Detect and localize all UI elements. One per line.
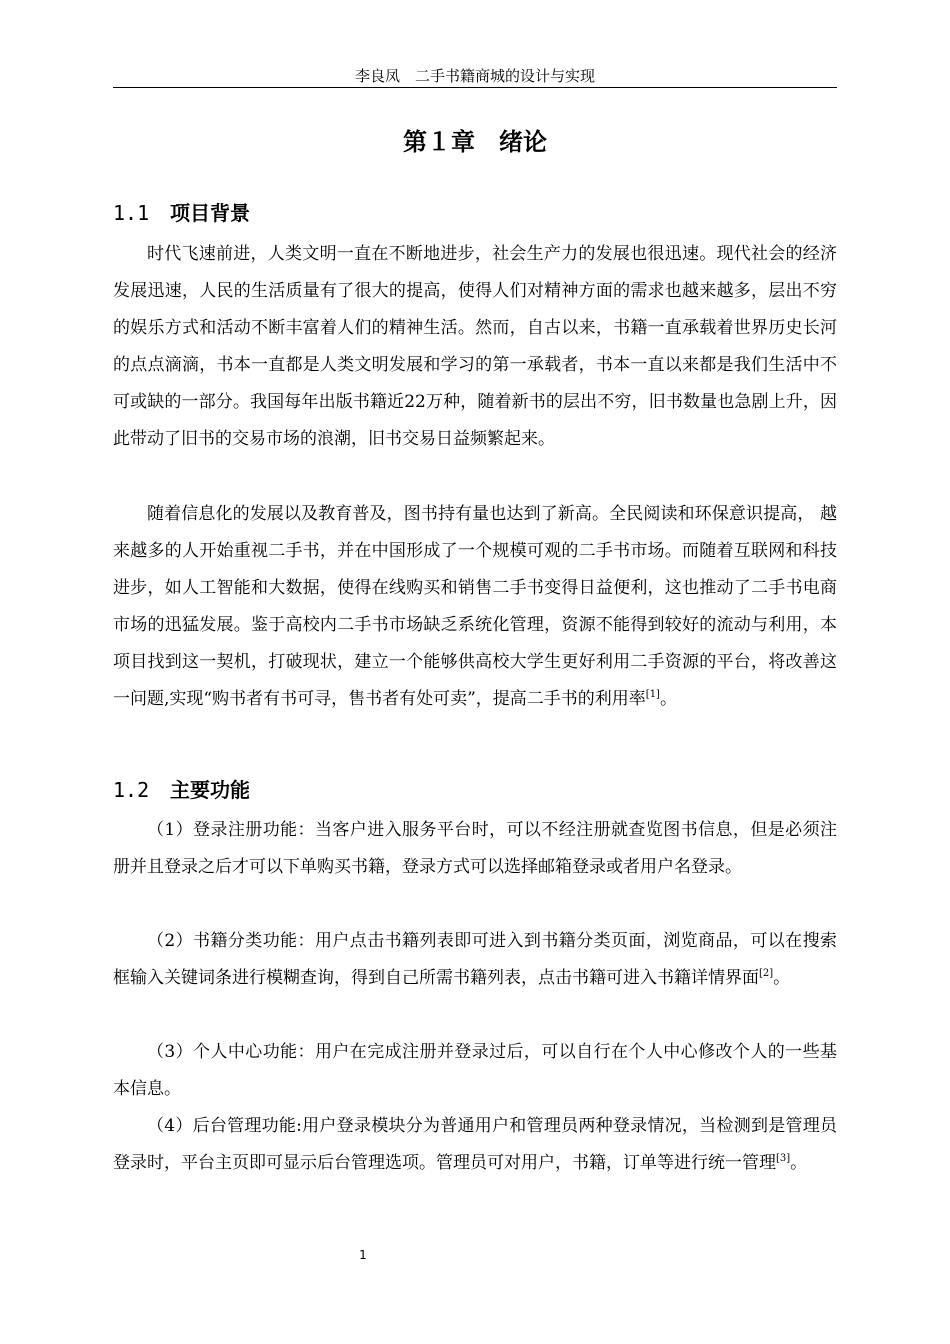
- paragraph-function-category: （2）书籍分类功能：用户点击书籍列表即可进入到书籍分类页面，浏览商品，可以在搜索框输入关键词条进行模糊查询，得到自己所需书籍列表，点击书籍可进入书籍详情界面[2]。: [113, 931, 837, 988]
- paragraph-function-profile: （3）个人中心功能：用户在完成注册并登录过后，可以自行在个人中心修改个人的一些基本信息。: [113, 1042, 837, 1099]
- section-heading-1-2: [113, 775, 250, 805]
- section-heading-1-1: [113, 198, 250, 228]
- running-header: 李良凤 二手书籍商城的设计与实现: [354, 67, 595, 85]
- section-title: 项目背景: [170, 201, 250, 225]
- citation: [1]: [645, 689, 660, 700]
- paragraph-background-2: 随着信息化的发展以及教育普及，图书持有量也达到了新高。全民阅读和环保意识提高， 越来越多的人开始重视二手书，并在中国形成了一个规模可观的二手书市场。而随着互联网和科技进步，如人工智能和大数据，使得在线购买和销售二手书变得日益便利，这也推动了二手书电商市场的迅猛发展。鉴于高校内二手书市场缺乏系统化管理，资源不能得到较好的流动与利用，本项目找到这一契机，打破现状，建立一个能够供高校大学生更好利用二手资源的平台，将改善这一问题,实现“购书者有书可寻，售书者有处可卖”，提高二手书的利用率[1]。: [113, 504, 837, 709]
- paragraph-background-1: 时代飞速前进，人类文明一直在不断地进步，社会生产力的发展也很迅速。现代社会的经济发展迅速，人民的生活质量有了很大的提高，使得人们对精神方面的需求也越来越多，层出不穷的娱乐方式和活动不断丰富着人们的精神生活。然而，自古以来，书籍一直承载着世界历史长河的点点滴滴，书本一直都是人类文明发展和学习的第一承载者，书本一直以来都是我们生活中不可或缺的一部分。我国每年出版书籍近22万种，随着新书的层出不穷，旧书数量也急剧上升，因此带动了旧书的交易市场的浪潮，旧书交易日益频繁起来。: [113, 244, 837, 449]
- page-number: 1: [359, 1248, 367, 1262]
- chapter-title: 第１章 绪论: [403, 128, 547, 156]
- section-number: 1.1: [113, 201, 150, 225]
- paragraph-function-login: （1）登录注册功能：当客户进入服务平台时，可以不经注册就查览图书信息，但是必须注册并且登录之后才可以下单购买书籍，登录方式可以选择邮箱登录或者用户名登录。: [113, 820, 837, 877]
- citation: [2]: [759, 968, 774, 979]
- paragraph-function-admin: （4）后台管理功能:用户登录模块分为普通用户和管理员两种登录情况，当检测到是管理员登录时，平台主页即可显示后台管理选项。管理员可对用户，书籍，订单等进行统一管理[3]。: [113, 1116, 837, 1173]
- section-number: 1.2: [113, 778, 150, 802]
- citation: [3]: [776, 1153, 791, 1164]
- section-title: 主要功能: [170, 778, 250, 802]
- header-rule: [113, 87, 837, 88]
